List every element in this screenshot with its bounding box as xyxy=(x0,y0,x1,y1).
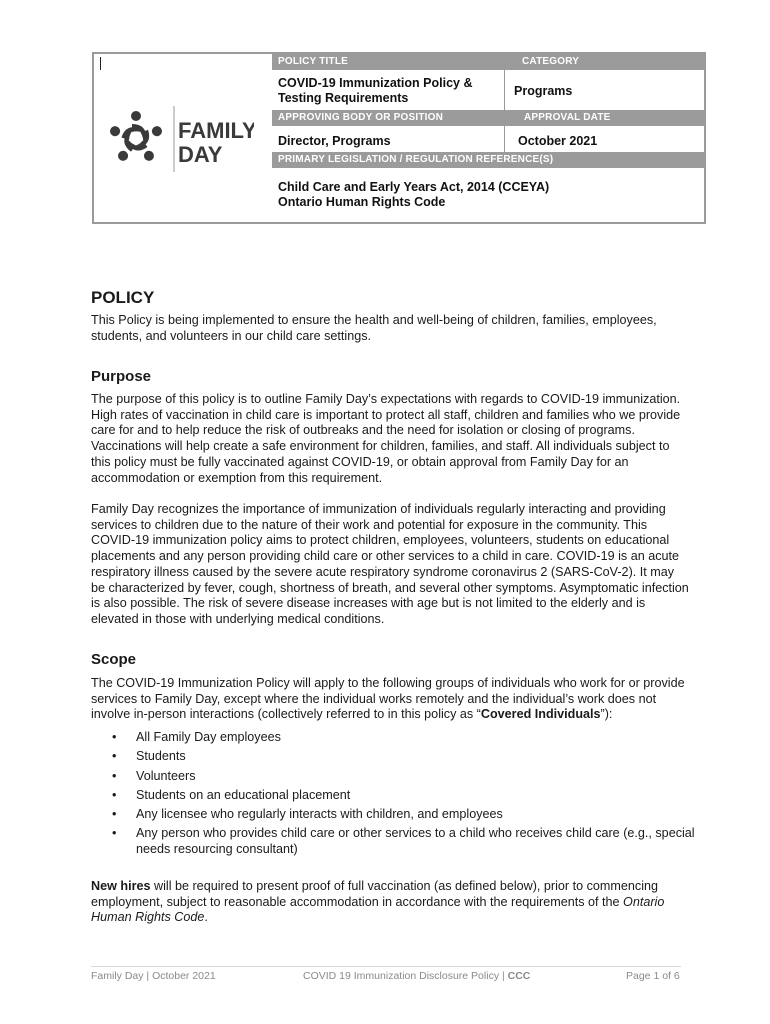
ohrc-reference: Ontario Human Rights Code xyxy=(91,894,665,925)
list-item: • Any licensee who regularly interacts with children, and employees xyxy=(110,807,700,823)
footer-divider xyxy=(91,966,681,967)
text-cursor xyxy=(100,57,101,70)
category-value: Programs xyxy=(514,84,573,98)
category-label: CATEGORY xyxy=(512,54,704,70)
footer-center xyxy=(303,970,530,982)
list-item: • Students on an educational placement xyxy=(110,788,700,804)
legislation-line1: Child Care and Early Years Act, 2014 (CCEYA) xyxy=(278,180,550,194)
policy-heading: POLICY xyxy=(91,288,155,307)
scope-heading: Scope xyxy=(91,651,137,668)
list-item: • Any person who provides child care or other services to a child who receives child care (e.g., special needs resourcing consultant) xyxy=(110,826,700,857)
footer-center-text: COVID 19 Immunization Disclosure Policy | xyxy=(303,970,508,982)
footer-left: Family Day | October 2021 xyxy=(91,970,216,982)
list-item: • Volunteers xyxy=(110,769,700,785)
covered-groups-list xyxy=(110,730,700,861)
policy-title-line1: COVID-19 Immunization Policy & xyxy=(278,76,473,90)
purpose-heading: Purpose xyxy=(91,368,152,385)
scope-intro-text: The COVID-19 Immunization Policy will apply to the following groups of individuals who work for or provide services to Family Day, except where the individual works remotely and the individual’s work does not involve in-person interactions (collectively referred to in this policy as “ xyxy=(91,676,685,722)
policy-title-label: POLICY TITLE xyxy=(272,54,512,70)
policy-title-value xyxy=(278,76,504,106)
covered-individuals-term: Covered Individuals xyxy=(480,707,601,722)
scope-intro xyxy=(91,676,691,723)
footer-center-bold: CCC xyxy=(507,970,531,982)
pinwheel-logo-icon xyxy=(104,100,254,180)
list-item: • Students xyxy=(110,749,700,765)
scope-intro-end: ”): xyxy=(600,707,613,722)
purpose-paragraph-1: The purpose of this policy is to outline Family Day’s expectations with regards to COVID-19 immunization. High rates of vaccination in child care is important to protect all staff, children and families who we provide care for and to help reduce the risk of outbreaks and the need for isolation or closing of programs. Vaccinations will help create a safe environment for children, families, and staff. All individuals subject to this policy must be fully vaccinated against COVID-19, or obtain approval from Family Day for an accommodation or exemption from this requirement. xyxy=(91,392,681,485)
purpose-paragraph-2: Family Day recognizes the importance of immunization of individuals regularly interacting and providing services to children due to the nature of their work and potential for exposure in the community. This COVID-19 immunization policy aims to protect children, employees, volunteers, students on educational placements and any person providing child care or other services to a child in care. COVID-19 is an acute respiratory illness caused by the severe acute respiratory syndrome coronavirus 2 (SARS-CoV-2). It may be characterized by fever, cough, shortness of breath, and several other symptoms. Asymptomatic infection is also possible. The risk of severe disease increases with age but is not limited to the elderly and is elevated in those with underlying medical conditions. xyxy=(91,502,689,626)
policy-title-line2: Testing Requirements xyxy=(278,91,409,105)
logo-text-line1: FAMILY xyxy=(178,118,254,143)
divider xyxy=(504,70,505,110)
approving-body-value: Director, Programs xyxy=(278,134,391,148)
new-hires-paragraph xyxy=(91,879,691,926)
page-number: Page 1 of 6 xyxy=(626,970,680,982)
legislation-line2: Ontario Human Rights Code xyxy=(278,195,446,209)
family-day-logo xyxy=(104,100,254,180)
new-hires-term: New hires xyxy=(91,879,151,893)
logo-text-line2: DAY xyxy=(178,142,223,167)
approving-body-label: APPROVING BODY OR POSITION xyxy=(272,110,512,126)
legislation-label: PRIMARY LEGISLATION / REGULATION REFERENCE(S) xyxy=(272,152,704,168)
list-item: • All Family Day employees xyxy=(110,730,700,746)
policy-intro: This Policy is being implemented to ensure the health and well-being of children, families, employees, students, and volunteers in our child care settings. xyxy=(91,313,657,343)
legislation-value xyxy=(278,180,549,210)
approval-date-label: APPROVAL DATE xyxy=(512,110,704,126)
approval-date-value: October 2021 xyxy=(518,134,598,148)
new-hires-text: will be required to present proof of full vaccination (as defined below), prior to commencing employment, subject to reasonable accommodation in accordance with the requirements of the xyxy=(91,879,659,909)
new-hires-end: . xyxy=(204,910,208,925)
divider xyxy=(504,126,505,152)
